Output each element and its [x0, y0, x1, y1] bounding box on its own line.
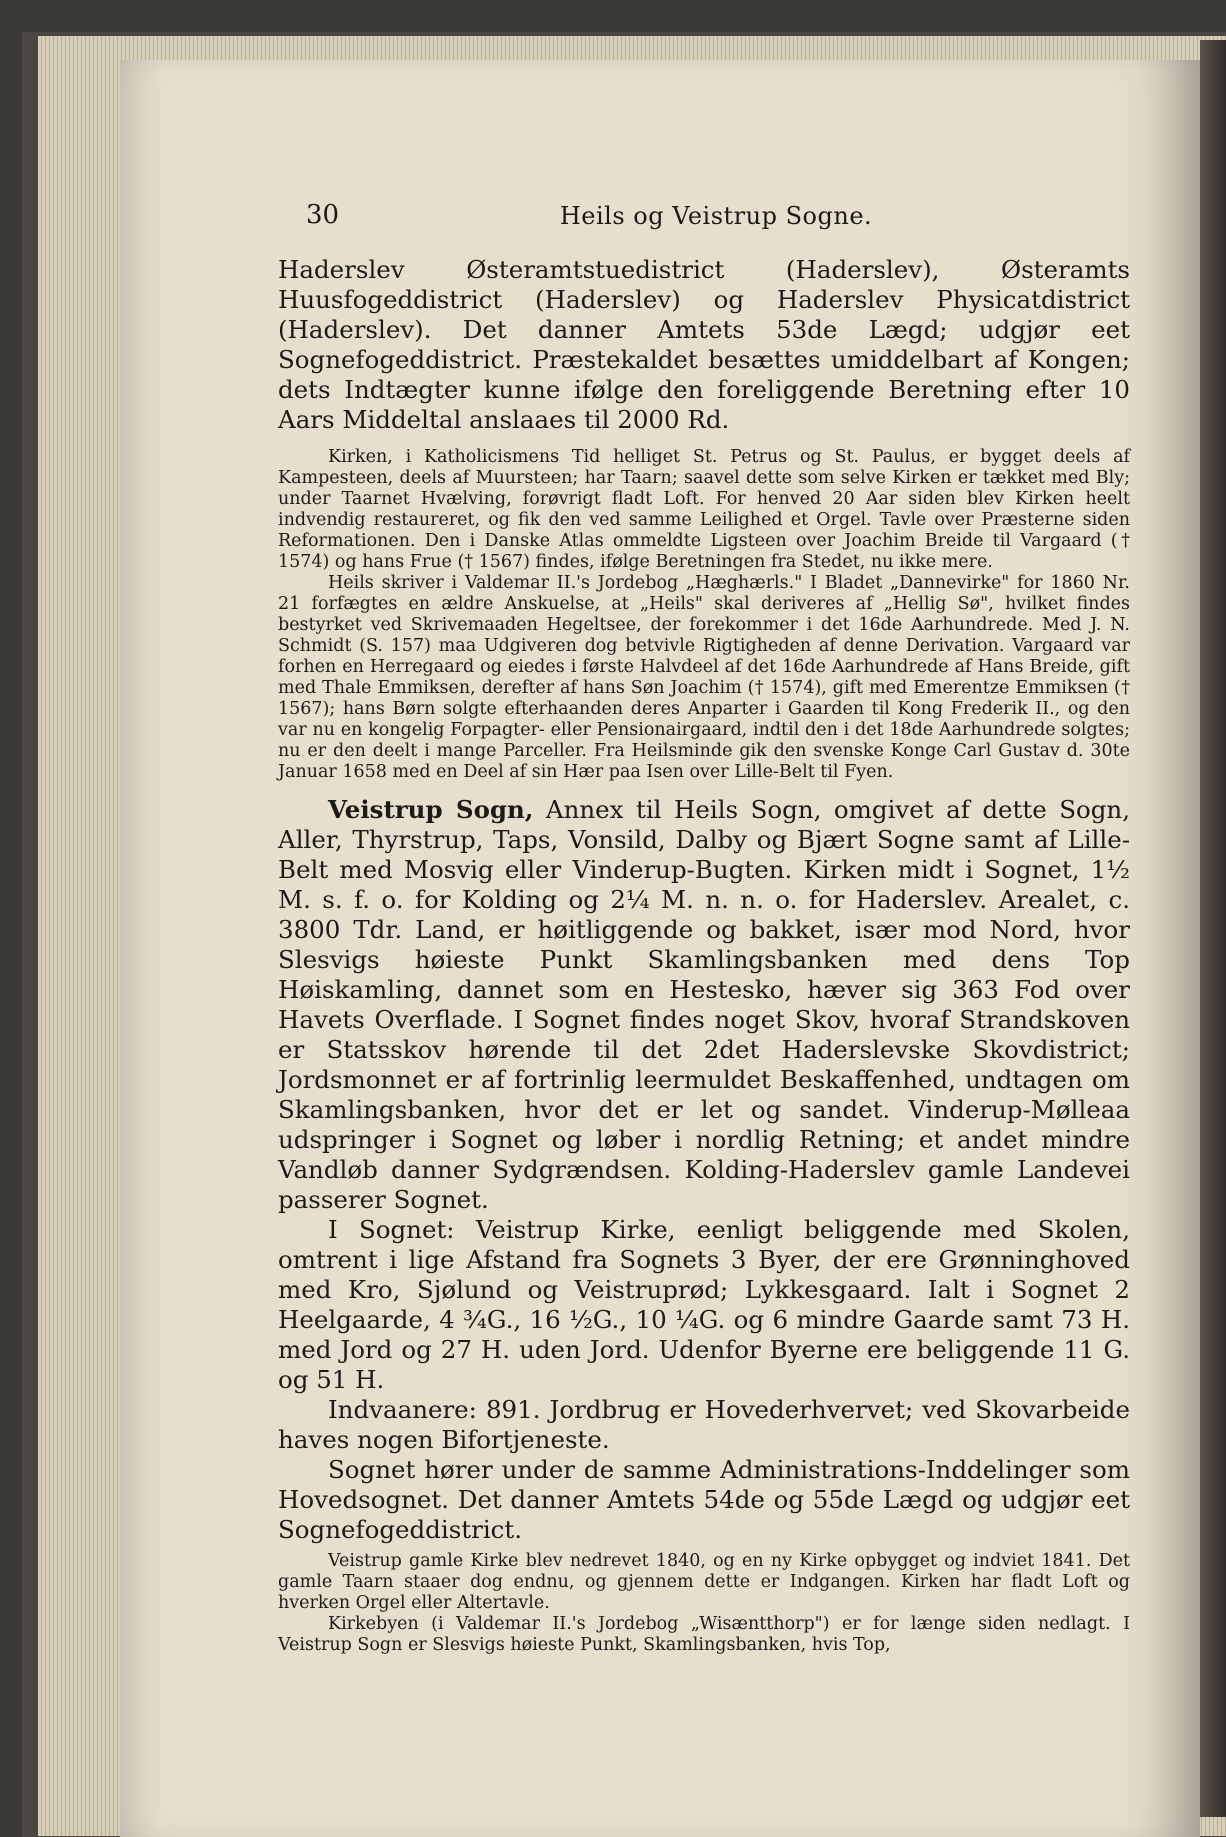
veistrup-description: Annex til Heils Sogn, omgivet af dette Sogn, Aller, Thyrstrup, Taps, Vonsild, Dalby og Bjært Sogne samt af Lille-Belt med Mosvig eller Vinderup-Bugten. Kirken midt i Sognet, 1½ M. s. f. o. for Kolding og 2¼ M. n. n. o. for Haderslev. Arealet, c. 3800 Tdr. Land, er høitliggende og bakket, især mod Nord, hvor Slesvigs høieste Punkt Skamlingsbanken med dens Top Høiskamling, dannet som en Hestesko, hæver sig 363 Fod over Havets Overflade. I Sognet findes noget Skov, hvoraf Strandskoven er Statsskov hørende til det 2det Haderslevske Skovdistrict; Jordsmonnet er af fortrinlig leermuldet Beskaffenhed, undtagen om Skamlingsbanken, hvor det er let og sandet. Vinderup-Mølleaa udspringer i Sognet og løber i nordlig Retning; et andet mindre Vandløb danner Sydgrændsen. Kolding-Haderslev gamle Landevei passerer Sognet. [278, 795, 1130, 1214]
page-number: 30 [306, 200, 340, 230]
paragraph-villages: I Sognet: Veistrup Kirke, eenligt beliggende med Skolen, omtrent i lige Afstand fra Sognets 3 Byer, der ere Grønninghoved med Kro, Sjølund og Veistruprød; Lykkesgaard. Ialt i Sognet 2 Heelgaarde, 4 ¾G., 16 ½G., 10 ¼G. og 6 mindre Gaarde samt 73 H. med Jord og 27 H. uden Jord. Udenfor Byerne ere beliggende 11 G. og 51 H. [278, 1215, 1130, 1394]
section-heading: Veistrup Sogn, [328, 795, 534, 824]
page-body [278, 255, 1130, 1656]
note-church: Kirken, i Katholicismens Tid helliget St. Petrus og St. Paulus, er bygget deels af Kampesteen, deels af Muursteen; har Taarn; saavel dette som selve Kirken er tækket med Bly; under Taarnet Hvælving, forøvrigt fladt Loft. For henved 20 Aar siden blev Kirken heelt indvendig restaureret, og fik den ved samme Leilighed et Orgel. Tavle over Præsterne siden Reformationen. Den i Danske Atlas ommeldte Ligsteen over Joachim Breide til Vargaard († 1574) og hans Frue († 1567) findes, ifølge Beretningen fra Stedet, nu ikke mere. [278, 447, 1130, 572]
running-title: Heils og Veistrup Sogne. [559, 202, 873, 230]
note-church-village: Kirkebyen (i Valdemar II.'s Jordebog „Wisæntthorp") er for længe siden nedlagt. I Veistrup Sogn er Slesvigs høieste Punkt, Skamlingsbanken, hvis Top, [278, 1614, 1130, 1655]
paragraph-administration: Haderslev Østeramtstuedistrict (Haderslev), Østeramts Huusfogeddistrict (Haderslev) og Haderslev Physicatdistrict (Haderslev). Det danner Amtets 53de Lægd; udgjør eet Sognefogeddistrict. Præstekaldet besættes umiddelbart af Kongen; dets Indtægter kunne ifølge den foreliggende Beretning efter 10 Aars Middeltal anslaaes til 2000 Rd. [278, 255, 1130, 434]
note-history: Heils skriver i Valdemar II.'s Jordebog „Hæghærls." I Bladet „Dannevirke" for 1860 Nr. 21 forfægtes en ældre Anskuelse, at „Heils" skal deriveres af „Hellig Sø", hvilket findes bestyrket ved Skrivemaaden Hegeltsee, der forekommer i det 16de Aarhundrede. Med J. N. Schmidt (S. 157) maa Udgiveren dog betvivle Rigtigheden af denne Derivation. Vargaard var forhen en Herregaard og eiedes i første Halvdeel af det 16de Aarhundrede af Hans Breide, gift med Thale Emmiksen, derefter af hans Søn Joachim († 1574), gift med Emerentze Emmiksen († 1567); hans Børn solgte efterhaanden deres Anparter i Gaarden til Kong Frederik II., og den var nu en kongelig Forpagter- eller Pensionairgaard, indtil den i det 18de Aarhundrede solgtes; nu er den deelt i mange Parceller. Fra Heilsminde gik den svenske Konge Carl Gustav d. 30te Januar 1658 med en Deel af sin Hær paa Isen over Lille-Belt til Fyen. [278, 573, 1130, 782]
paragraph-administration-2: Sognet hører under de samme Administrations-Inddelinger som Hovedsognet. Det danner Amtets 54de og 55de Lægd og udgjør eet Sognefogeddistrict. [278, 1455, 1130, 1544]
paragraph-population: Indvaanere: 891. Jordbrug er Hovederhvervet; ved Skovarbeide haves nogen Bifortjeneste. [278, 1395, 1130, 1454]
paragraph-veistrup-intro [278, 795, 1130, 1215]
book-spine [1200, 40, 1226, 1817]
note-old-church: Veistrup gamle Kirke blev nedrevet 1840, og en ny Kirke opbygget og indviet 1841. Det gamle Taarn staaer dog endnu, og gjennem dette er Indgangen. Kirken har fladt Loft og hverken Orgel eller Altertavle. [278, 1551, 1130, 1613]
page-header [306, 200, 1126, 240]
